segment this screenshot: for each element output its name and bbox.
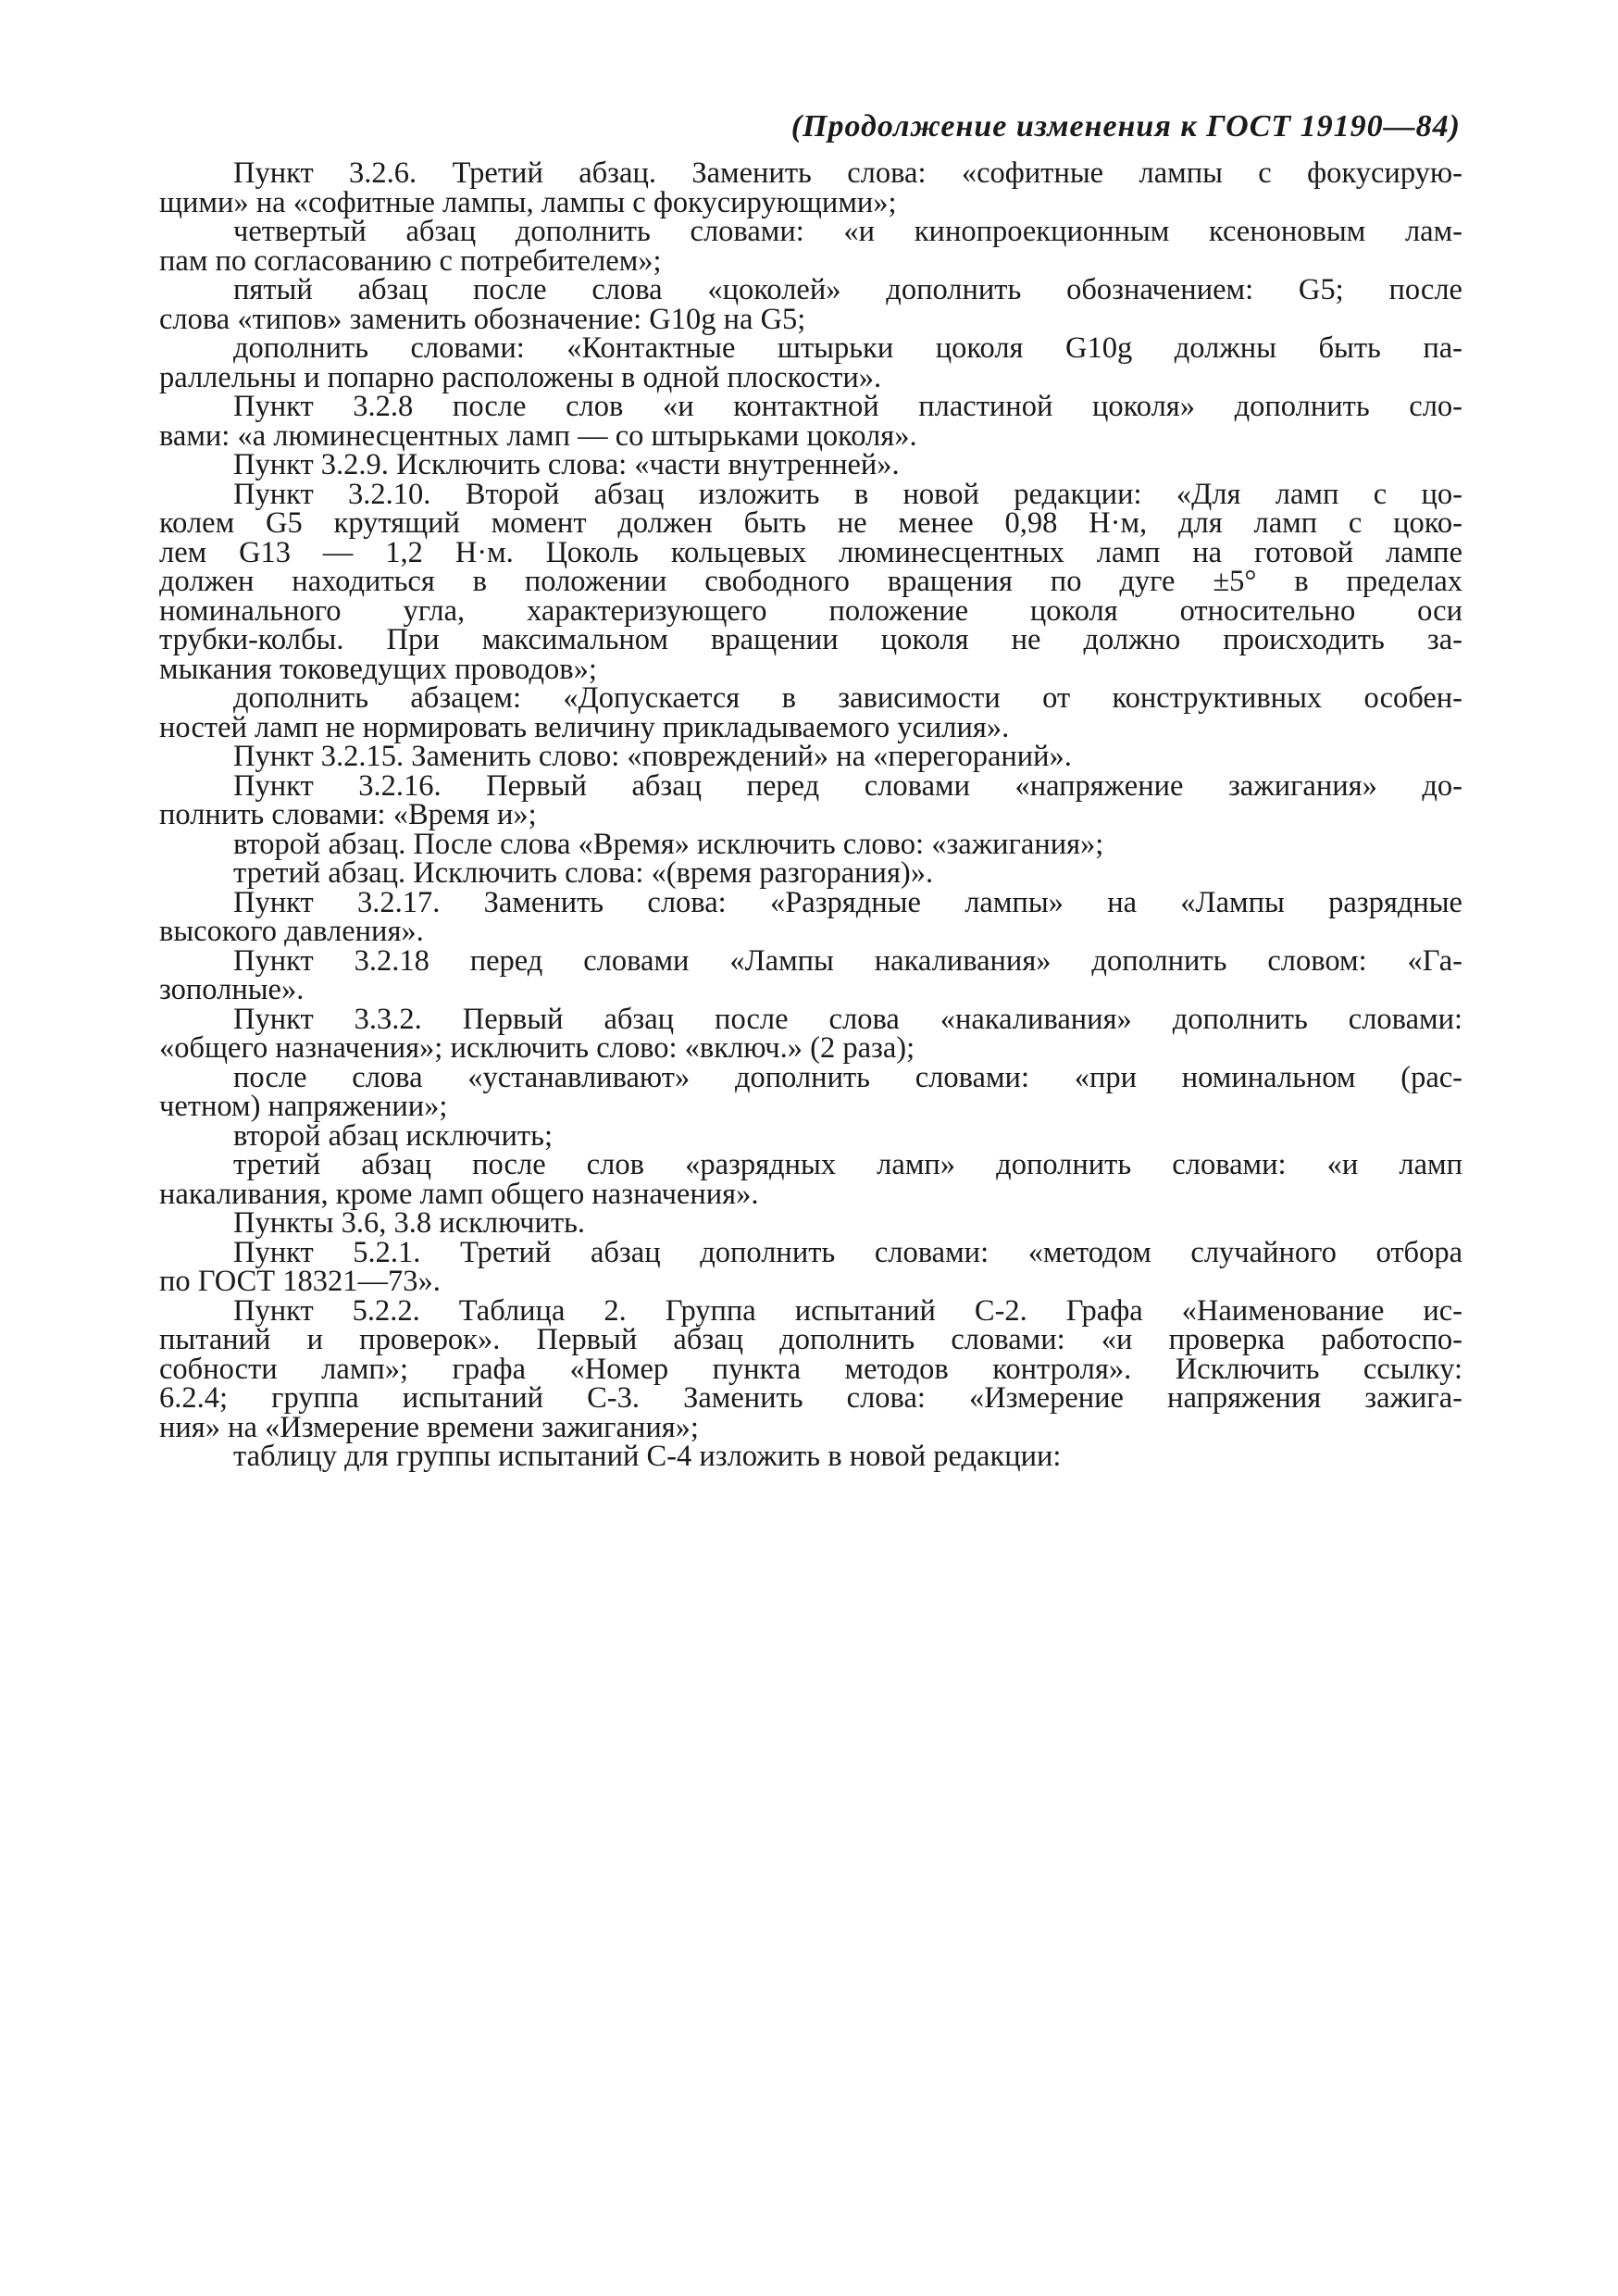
text-line: дополнить словами: «Контактные штырьки цоколя G10g должны быть па- <box>233 331 1462 365</box>
text-line: ния» на «Измерение времени зажигания»; <box>159 1410 699 1444</box>
text-line: четном) напряжении»; <box>159 1090 448 1123</box>
text-line: третий абзац. Исключить слова: «(время разгорания)». <box>233 856 934 890</box>
text-line: зополные». <box>159 973 305 1006</box>
text-line: Пункт 3.2.16. Первый абзац перед словами «напряжение зажигания» до- <box>233 768 1462 803</box>
text-line: собности ламп»; графа «Номер пункта методов контроля». Исключить ссылку: <box>159 1352 1462 1386</box>
text-line: Пункт 3.2.9. Исключить слова: «части внутренней». <box>233 448 900 481</box>
text-line: пятый абзац после слова «цоколей» дополнить обозначением: G5; после <box>233 273 1462 306</box>
text-line: высокого давления». <box>159 915 424 948</box>
text-line: пам по согласованию с потребителем»; <box>159 243 662 278</box>
text-line: после слова «устанавливают» дополнить словами: «при номинальном (рас- <box>233 1060 1462 1094</box>
text-line: лем G13 — 1,2 Н·м. Цоколь кольцевых люминесцентных ламп на готовой лампе <box>159 535 1462 569</box>
text-line: колем G5 крутящий момент должен быть не менее 0,98 Н·м, для ламп с цоко- <box>159 506 1462 540</box>
text-line: Пункт 3.2.8 после слов «и контактной пластиной цоколя» дополнить сло- <box>233 390 1462 423</box>
text-line: второй абзац. После слова «Время» исключить слово: «зажигания»; <box>233 827 1104 861</box>
document-body <box>159 156 1462 1473</box>
text-line: таблицу для группы испытаний С-4 изложить в новой редакции: <box>233 1440 1062 1473</box>
text-line: накаливания, кроме ламп общего назначения». <box>159 1177 759 1211</box>
text-line: 6.2.4; группа испытаний С-3. Заменить слова: «Измерение напряжения зажига- <box>159 1381 1462 1415</box>
text-line: по ГОСТ 18321—73». <box>159 1265 441 1298</box>
page-header: (Продолжение изменения к ГОСТ 19190—84) <box>790 109 1461 144</box>
text-line: трубки-колбы. При максимальном вращении цоколя не должно происходить за- <box>159 623 1462 656</box>
text-line: ностей ламп не нормировать величину прикладываемого усилия». <box>159 710 1010 744</box>
text-line: «общего назначения»; исключить слово: «включ.» (2 раза); <box>159 1031 915 1065</box>
text-line: Пункт 3.2.10. Второй абзац изложить в новой редакции: «Для ламп с цо- <box>233 477 1462 511</box>
text-line: Пункт 3.2.17. Заменить слова: «Разрядные лампы» на «Лампы разрядные <box>233 885 1462 919</box>
text-line: Пункт 5.2.1. Третий абзац дополнить словами: «методом случайного отбора <box>233 1235 1462 1269</box>
text-line: должен находиться в положении свободного вращения по дуге ±5° в пределах <box>159 565 1462 598</box>
text-line: Пункт 3.2.15. Заменить слово: «повреждений» на «перегораний». <box>233 740 1072 773</box>
text-line: Пункт 5.2.2. Таблица 2. Группа испытаний С-2. Графа «Наименование ис- <box>233 1293 1462 1328</box>
text-line: раллельны и попарно расположены в одной плоскости». <box>159 360 882 394</box>
text-line: пытаний и проверок». Первый абзац дополнить словами: «и проверка работоспо- <box>159 1323 1462 1356</box>
text-line: Пункт 3.3.2. Первый абзац после слова «накаливания» дополнить словами: <box>233 1002 1462 1036</box>
text-line: Пункт 3.2.18 перед словами «Лампы накаливания» дополнить словом: «Га- <box>233 943 1462 978</box>
text-line: четвертый абзац дополнить словами: «и кинопроекционным ксеноновым лам- <box>233 215 1462 248</box>
text-line: Пункты 3.6, 3.8 исключить. <box>233 1206 586 1240</box>
text-line: второй абзац исключить; <box>233 1118 553 1153</box>
text-line: мыкания токоведущих проводов»; <box>159 652 597 686</box>
text-line: номинального угла, характеризующего положение цоколя относительно оси <box>159 593 1462 628</box>
text-line: полнить словами: «Время и»; <box>159 798 537 831</box>
text-line: слова «типов» заменить обозначение: G10g на G5; <box>159 302 806 336</box>
text-line: дополнить абзацем: «Допускается в зависимости от конструктивных особен- <box>233 681 1462 715</box>
text-line: вами: «а люминесцентных ламп — со штырьками цоколя». <box>159 418 917 453</box>
text-line: щими» на «софитные лампы, лампы с фокусирующими»; <box>159 185 897 219</box>
text-line: Пункт 3.2.6. Третий абзац. Заменить слова: «софитные лампы с фокусирую- <box>233 156 1462 190</box>
text-line: третий абзац после слов «разрядных ламп» дополнить словами: «и ламп <box>233 1148 1462 1181</box>
